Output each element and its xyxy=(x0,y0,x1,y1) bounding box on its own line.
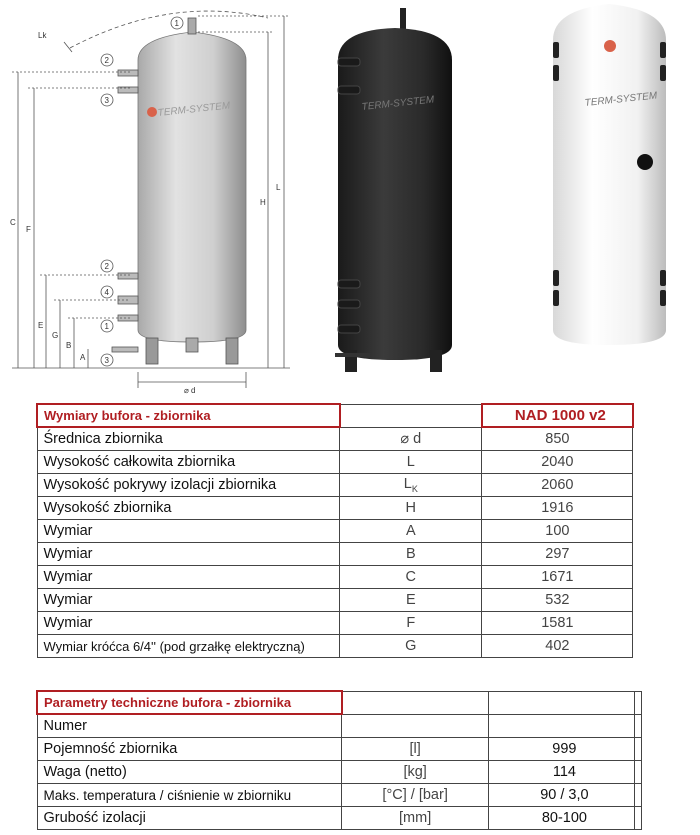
parameter-unit: [kg] xyxy=(342,761,488,784)
dimension-symbol: B xyxy=(340,543,482,566)
dimension-value: 532 xyxy=(482,589,633,612)
black-tank-image xyxy=(335,8,452,372)
dimension-value: 297 xyxy=(482,543,633,566)
dimension-value: 1916 xyxy=(482,497,633,520)
dim-f-label: F xyxy=(26,225,31,234)
dim-g-label: G xyxy=(52,331,59,340)
dimension-name: Wymiar xyxy=(37,520,340,543)
dimension-row xyxy=(37,520,640,543)
model-name: NAD 1000 v2 xyxy=(482,404,633,427)
parameter-name: Grubość izolacji xyxy=(37,807,342,830)
dimension-name: Wymiar xyxy=(37,543,340,566)
dimension-row xyxy=(37,451,640,474)
product-illustrations xyxy=(0,0,700,395)
dimension-value: 402 xyxy=(482,635,633,658)
dimension-symbol: G xyxy=(340,635,482,658)
dim-h-label: H xyxy=(260,198,266,207)
parameter-name: Pojemność zbiornika xyxy=(37,738,342,761)
parameter-value: 80-100 xyxy=(488,807,634,830)
dimension-value: 2060 xyxy=(482,474,633,497)
svg-text:TERM-SYSTEM: TERM-SYSTEM xyxy=(584,90,658,109)
dimensions-table xyxy=(36,403,640,658)
dimension-symbol: ⌀ d xyxy=(340,427,482,451)
dimension-name: Średnica zbiornika xyxy=(37,427,340,451)
dimension-symbol: A xyxy=(340,520,482,543)
parameter-name: Numer xyxy=(37,714,342,738)
dim-d-label: ⌀ d xyxy=(184,386,196,395)
svg-text:3: 3 xyxy=(104,96,109,105)
svg-text:1: 1 xyxy=(104,322,109,331)
parameter-name: Maks. temperatura / ciśnienie w zbiorniku xyxy=(37,784,342,807)
parameter-value xyxy=(488,714,634,738)
dimension-name: Wymiar xyxy=(37,589,340,612)
parameter-value: 90 / 3,0 xyxy=(488,784,634,807)
dimension-row xyxy=(37,474,640,497)
dimension-symbol: F xyxy=(340,612,482,635)
dimension-row xyxy=(37,497,640,520)
parameters-table-title: Parametry techniczne bufora - zbiornika xyxy=(37,691,342,714)
svg-text:2: 2 xyxy=(104,56,109,65)
parameter-name: Waga (netto) xyxy=(37,761,342,784)
parameter-row xyxy=(37,738,642,761)
svg-text:2: 2 xyxy=(104,262,109,271)
parameter-row xyxy=(37,761,642,784)
dimension-row xyxy=(37,543,640,566)
parameter-value: 114 xyxy=(488,761,634,784)
parameter-value: 999 xyxy=(488,738,634,761)
parameter-unit: [°C] / [bar] xyxy=(342,784,488,807)
parameter-row xyxy=(37,784,642,807)
parameter-unit xyxy=(342,714,488,738)
dimension-row xyxy=(37,427,640,451)
parameter-row xyxy=(37,807,642,830)
dimension-row xyxy=(37,589,640,612)
dimension-name: Wysokość całkowita zbiornika xyxy=(37,451,340,474)
dimension-value: 2040 xyxy=(482,451,633,474)
svg-text:1: 1 xyxy=(174,19,179,28)
svg-text:4: 4 xyxy=(104,288,109,297)
parameter-unit: [l] xyxy=(342,738,488,761)
dim-c-label: C xyxy=(10,218,16,227)
dimension-name: Wymiar króćca 6/4'' (pod grzałkę elektryczną) xyxy=(37,635,340,658)
dimension-symbol: L xyxy=(340,451,482,474)
dim-a-label: A xyxy=(80,353,86,362)
dimension-value: 850 xyxy=(482,427,633,451)
technical-drawing xyxy=(10,11,290,395)
dimension-symbol: H xyxy=(340,497,482,520)
white-tank-image xyxy=(553,4,666,345)
parameter-unit: [mm] xyxy=(342,807,488,830)
lk-label: Lk xyxy=(38,31,47,40)
dimension-name: Wymiar xyxy=(37,566,340,589)
dim-e-label: E xyxy=(38,321,44,330)
dim-l-label: L xyxy=(276,183,281,192)
dimension-row xyxy=(37,635,640,658)
dim-b-label: B xyxy=(66,341,72,350)
dimension-symbol: C xyxy=(340,566,482,589)
dimension-row xyxy=(37,566,640,589)
svg-text:TERM-SYSTEM: TERM-SYSTEM xyxy=(157,100,231,119)
dimension-name: Wymiar xyxy=(37,612,340,635)
dimension-value: 100 xyxy=(482,520,633,543)
dimension-symbol: E xyxy=(340,589,482,612)
dimension-row xyxy=(37,612,640,635)
dimension-name: Wysokość zbiornika xyxy=(37,497,340,520)
parameters-table xyxy=(36,690,642,830)
dimension-symbol: $L_K$ xyxy=(340,474,482,497)
svg-text:TERM-SYSTEM: TERM-SYSTEM xyxy=(361,94,435,113)
dimension-value: 1671 xyxy=(482,566,633,589)
dimension-name: Wysokość pokrywy izolacji zbiornika xyxy=(37,474,340,497)
parameter-row xyxy=(37,714,642,738)
svg-text:3: 3 xyxy=(104,356,109,365)
dimension-value: 1581 xyxy=(482,612,633,635)
dimensions-table-title: Wymiary bufora - zbiornika xyxy=(37,404,340,427)
